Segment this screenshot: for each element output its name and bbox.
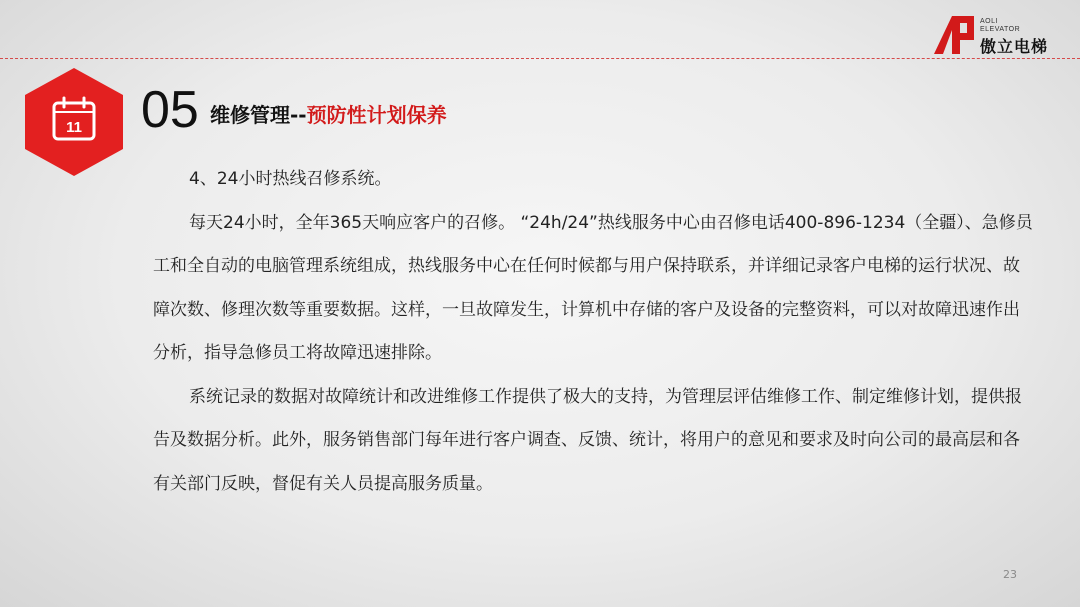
section-title-sub: 预防性计划保养: [306, 103, 447, 127]
body-text: [153, 158, 1033, 506]
section-title-main: 维修管理--: [210, 103, 307, 127]
section-title: [210, 101, 447, 129]
calendar-day: 11: [66, 119, 82, 136]
logo-english-text: [980, 18, 1050, 34]
logo-en-line2: ELEVATOR: [980, 26, 1021, 33]
page-number: 23: [1003, 568, 1017, 581]
logo-a-icon: [930, 14, 978, 56]
header-divider: [0, 58, 1080, 59]
paragraph-system-records: 系统记录的数据对故障统计和改进维修工作提供了极大的支持，为管理层评估维修工作、制定维修计划，提供报告及数据分析。此外，服务销售部门每年进行客户调查、反馈、统计，将用户的意见和要求及时向公司的最高层和各有关部门反映，督促有关人员提高服务质量。: [153, 386, 1022, 494]
section-number: 05: [141, 81, 199, 139]
calendar-badge: [22, 66, 126, 178]
paragraph-heading: 4、24小时热线召修系统。: [189, 169, 392, 189]
logo-chinese-text: 傲立电梯: [980, 37, 1049, 56]
hexagon-shape: [22, 66, 126, 178]
company-logo: [930, 14, 1070, 56]
logo-en-line1: AOLI: [980, 18, 998, 25]
paragraph-hotline: 每天24小时，全年365天响应客户的召修。 “24h/24”热线服务中心由召修电话400-896-1234（全疆）、急修员工和全自动的电脑管理系统组成，热线服务中心在任何时候都与用户保持联系，并详细记录客户电梯的运行状况、故障次数、修理次数等重要数据。这样，一旦故障发生，计算机中存储的客户及设备的完整资料，可以对故障迅速作出分析，指导急修员工将故障迅速排除。: [153, 212, 1033, 363]
